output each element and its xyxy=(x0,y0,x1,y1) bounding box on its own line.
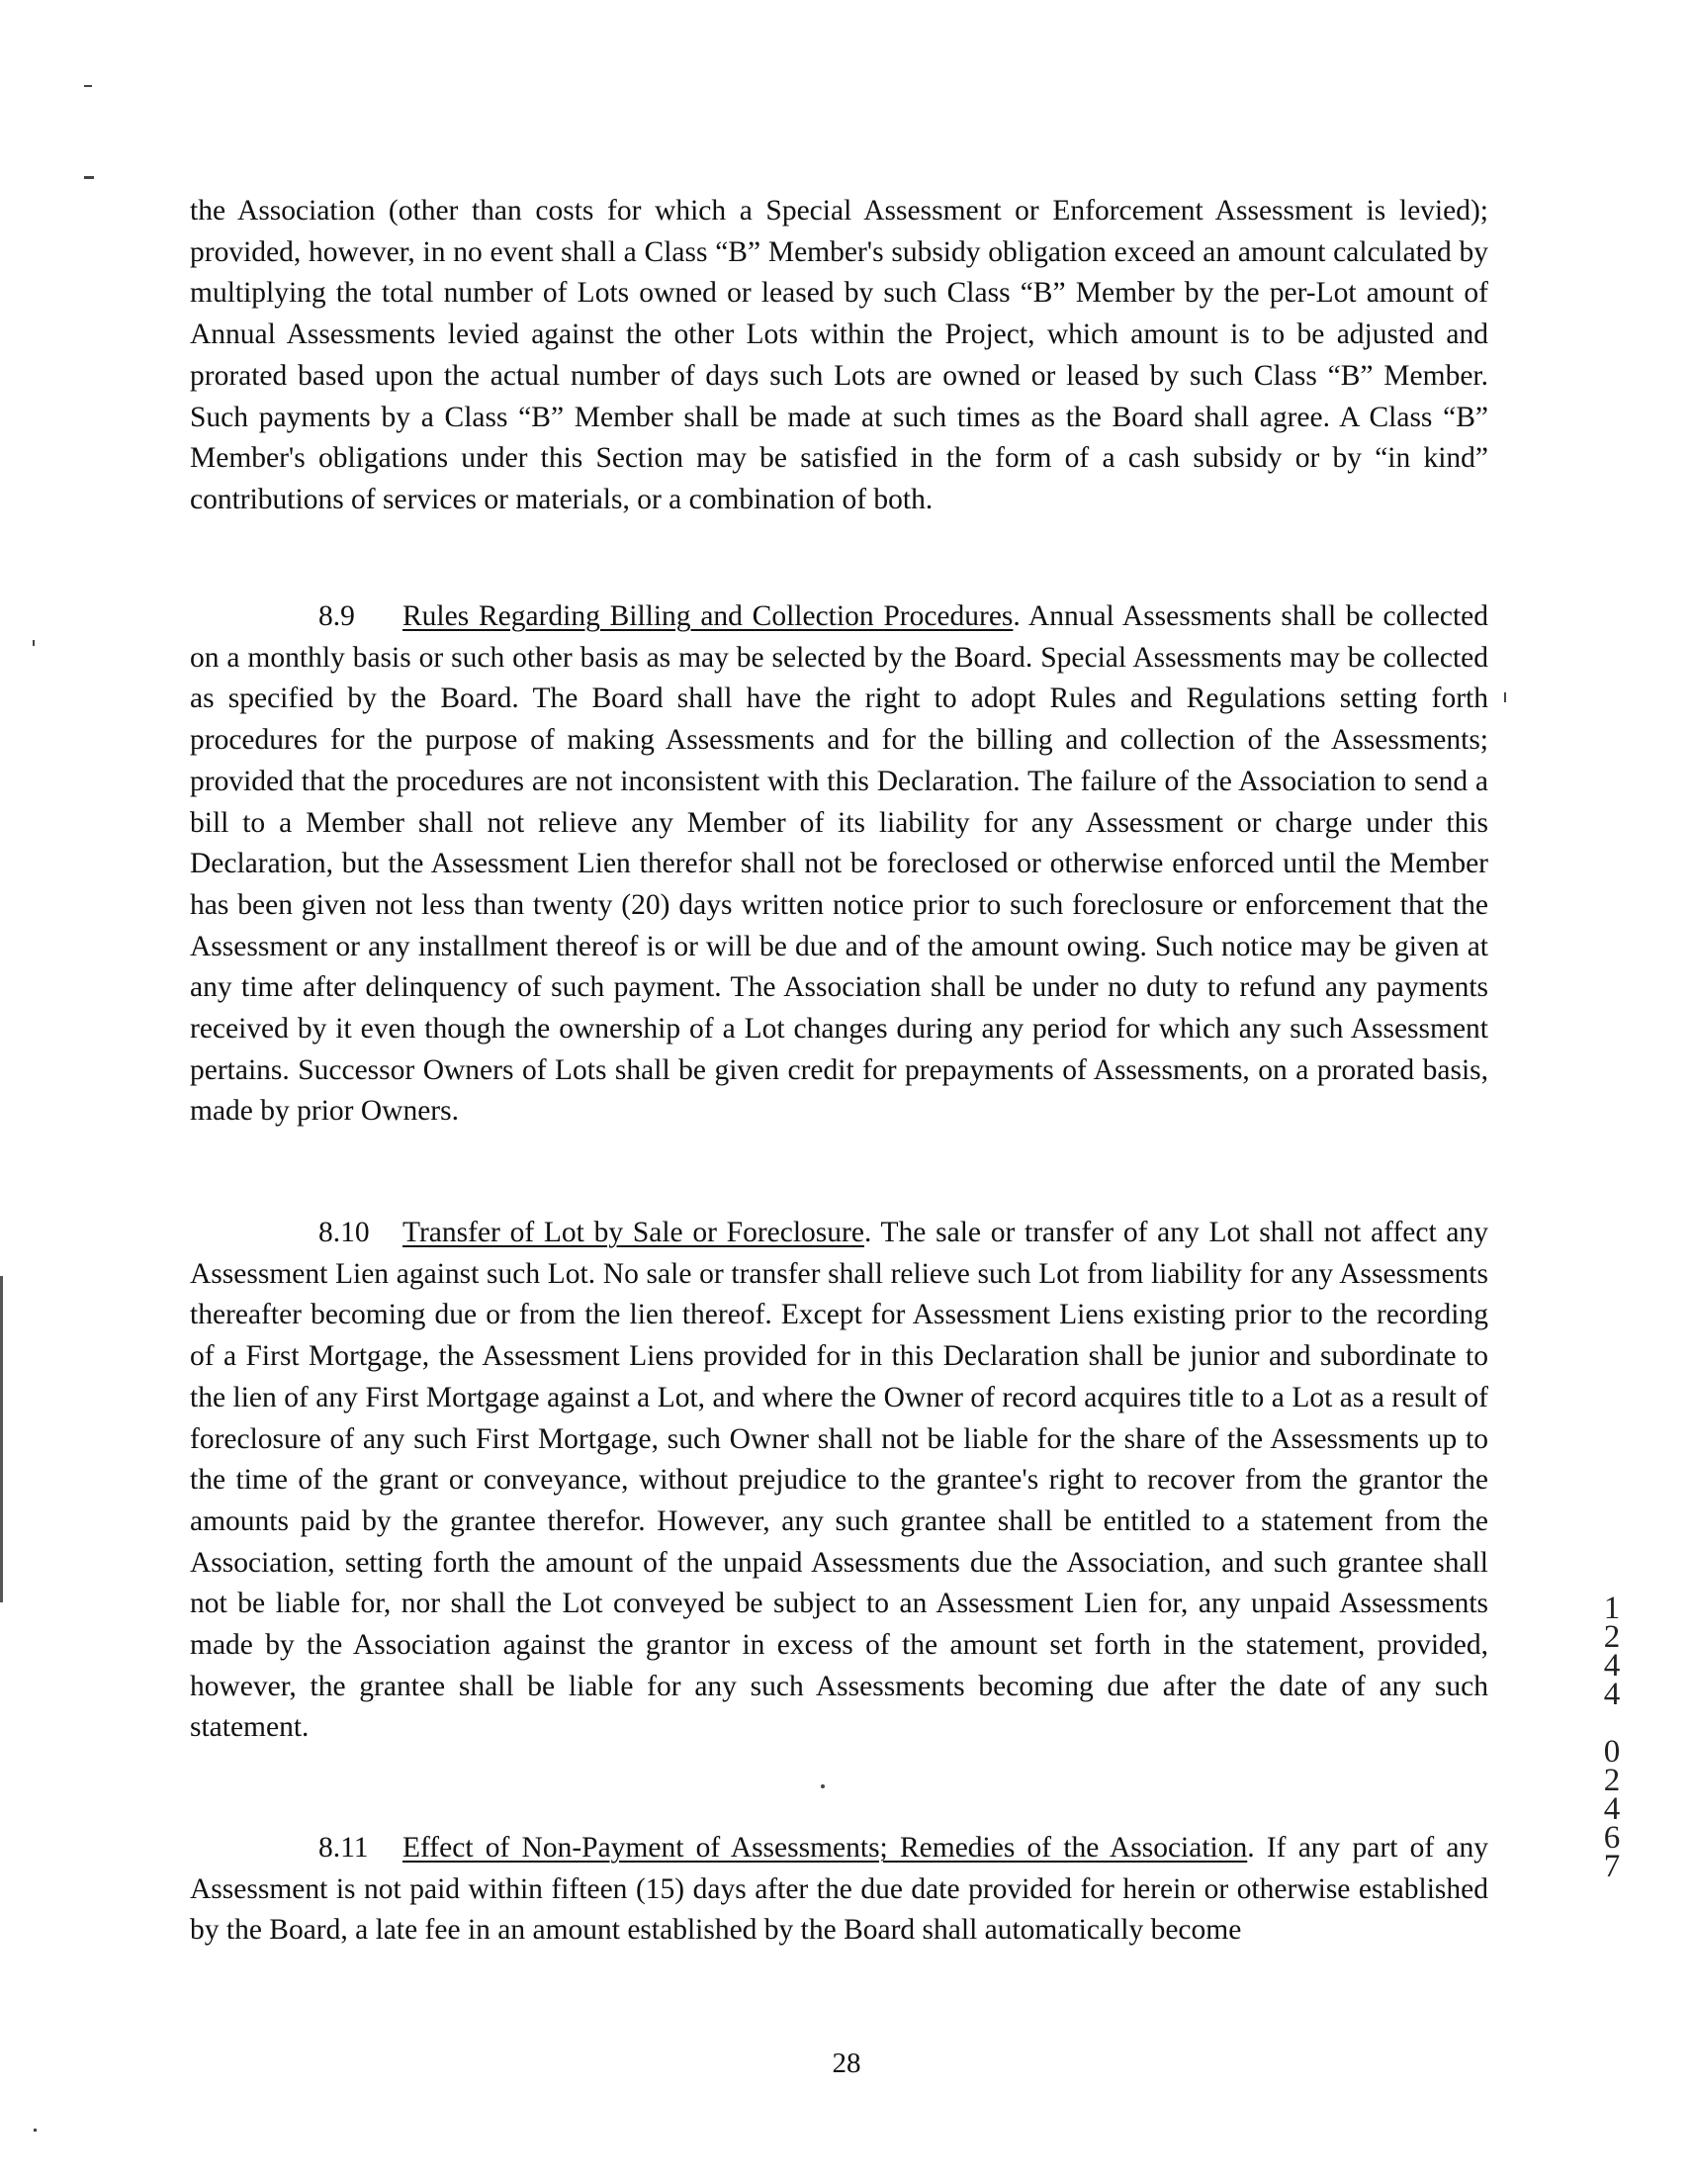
section-paragraph xyxy=(190,1213,1488,1749)
scan-edge-line xyxy=(0,1276,3,1602)
stamp-digit: 6 xyxy=(1603,1820,1621,1856)
stamp-digit: 0 xyxy=(1603,1734,1621,1770)
scan-speck xyxy=(821,1784,825,1788)
recording-stamp xyxy=(1592,1591,1632,1884)
section-body: . Annual Assessments shall be collected on a monthly basis or such other basis as may be selected by the Board. Special Assessments may be collected as specified by the Board. The Board shall have the right to adopt Rules and Regulations setting forth procedures for the purpose of making Assessments and for the billing and collection of the Assessments; provided that the procedures are not inconsistent with this Declaration. The failure of the Association to send a bill to a Member shall not relieve any Member of its liability for any Assessment or charge under this Declaration, but the Assessment Lien therefor shall not be foreclosed or otherwise enforced until the Member has been given not less than twenty (20) days written notice prior to such foreclosure or enforcement that the Assessment or any installment thereof is or will be due and of the amount owing. Such notice may be given at any time after delinquency of such payment. The Association shall be under no duty to refund any payments received by it even though the ownership of a Lot changes during any period for which any such Assessment pertains. Successor Owners of Lots shall be given credit for prepayments of Assessments, on a prorated basis, made by prior Owners. xyxy=(190,600,1488,1128)
section-heading: Effect of Non-Payment of Assessments; Remedies of the Association xyxy=(402,1832,1248,1864)
scan-speck xyxy=(84,85,92,87)
section-number: 8.11 xyxy=(318,1832,369,1864)
scan-speck xyxy=(1504,692,1506,702)
section-8-11 xyxy=(190,1828,1488,1952)
paragraph-text: the Association (other than costs for which a Special Assessment or Enforcement Assessment is levied); provided, however, in no event shall a Class “B” Member's subsidy obligation exceed an amount calculated by multiplying the total number of Lots owned or leased by such Class “B” Member by the per-Lot amount of Annual Assessments levied against the other Lots within the Project, which amount is to be adjusted and prorated based upon the actual number of days such Lots are owned or leased by such Class “B” Member. Such payments by a Class “B” Member shall be made at such times as the Board shall agree. A Class “B” Member's obligations under this Section may be satisfied in the form of a cash subsidy or by “in kind” contributions of services or materials, or a combination of both. xyxy=(190,195,1488,515)
section-body: . The sale or transfer of any Lot shall not affect any Assessment Lien against such Lot. No sale or transfer shall relieve such Lot from liability for any Assessments thereafter becoming due or from the lien thereof. Except for Assessment Liens existing prior to the recording of a First Mortgage, the Assessment Liens provided for in this Declaration shall be junior and subordinate to the lien of any First Mortgage against a Lot, and where the Owner of record acquires title to a Lot as a result of foreclosure of any such First Mortgage, such Owner shall not be liable for the share of the Assessments up to the time of the grant or conveyance, without prejudice to the grantee's right to recover from the grantor the amounts paid by the grantee therefor. However, any such grantee shall be entitled to a statement from the Association, setting forth the amount of the unpaid Assessments due the Association, and such grantee shall not be liable for, nor shall the Lot conveyed be subject to an Assessment Lien for, any unpaid Assessments made by the Association against the grantor in excess of the amount set forth in the statement, provided, however, the grantee shall be liable for any such Assessments becoming due after the date of any such statement. xyxy=(190,1217,1488,1744)
section-number: 8.10 xyxy=(318,1217,370,1248)
section-heading: Transfer of Lot by Sale or Foreclosure xyxy=(402,1217,864,1248)
stamp-digit: 2 xyxy=(1603,1619,1621,1655)
section-8-9 xyxy=(190,596,1488,1133)
stamp-digit: 7 xyxy=(1603,1849,1621,1884)
section-8-10 xyxy=(190,1213,1488,1749)
stamp-digit: 4 xyxy=(1603,1677,1621,1712)
section-body: . If any part of any Assessment is not paid within fifteen (15) days after the due date provided for herein or otherwise established by the Board, a late fee in an amount established by the Board shall automatically become xyxy=(190,1832,1488,1947)
scan-speck xyxy=(33,640,35,646)
stamp-digit: 4 xyxy=(1603,1791,1621,1827)
section-number: 8.9 xyxy=(318,600,355,632)
scan-speck xyxy=(84,176,94,179)
paragraph-continuation xyxy=(190,191,1488,521)
stamp-digit: 1 xyxy=(1603,1591,1621,1626)
stamp-digit: 4 xyxy=(1603,1648,1621,1684)
section-paragraph xyxy=(190,1828,1488,1952)
page-number: 28 xyxy=(832,2048,861,2079)
scan-speck xyxy=(34,2129,37,2132)
section-heading: Rules Regarding Billing and Collection Procedures xyxy=(402,600,1014,632)
stamp-digit: 2 xyxy=(1603,1763,1621,1798)
section-paragraph xyxy=(190,596,1488,1133)
